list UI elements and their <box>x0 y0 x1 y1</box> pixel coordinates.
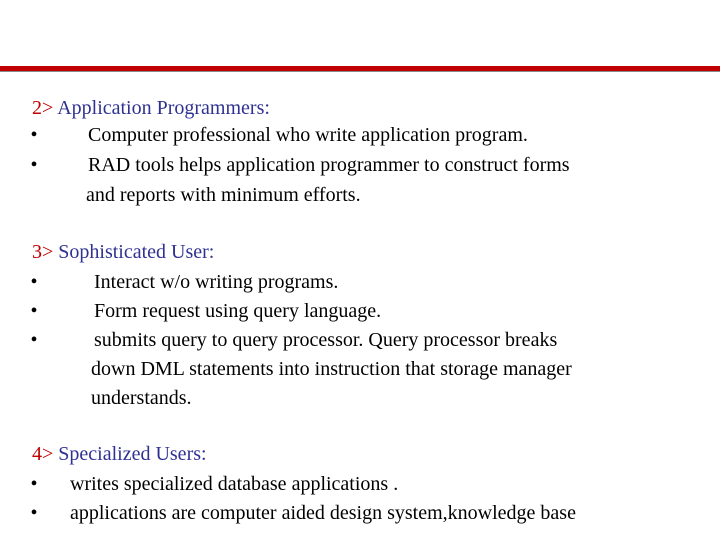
bullet-text: RAD tools helps application programmer to construct forms <box>88 154 570 176</box>
bullet-marker: • <box>30 300 38 322</box>
bullet-marker: • <box>30 502 38 524</box>
section-title: Application Programmers: <box>57 97 270 119</box>
bullet-text: and reports with minimum efforts. <box>86 184 361 206</box>
bullet-text: Form request using query language. <box>94 300 382 322</box>
section-title: Specialized Users: <box>58 443 207 465</box>
section-heading-specialized-users <box>32 442 207 466</box>
section-title: Sophisticated User: <box>58 241 215 263</box>
bullet-text: submits query to query processor. Query processor breaks <box>94 329 558 351</box>
bullet-marker: • <box>30 154 38 176</box>
bullet-text: applications are computer aided design system,knowledge base <box>70 502 576 524</box>
bullet-marker: • <box>30 329 38 351</box>
section-heading-sophisticated-user <box>32 240 214 264</box>
bullet-marker: • <box>30 473 38 495</box>
section-number: 4> <box>32 443 54 465</box>
section-heading-application-programmers <box>32 96 270 120</box>
bullet-marker: • <box>30 271 38 293</box>
section-number: 2> <box>32 97 54 119</box>
bullet-text: writes specialized database applications . <box>70 473 399 495</box>
bullet-text: down DML statements into instruction that storage manager <box>91 358 572 380</box>
bullet-marker: • <box>30 124 38 146</box>
bullet-text: understands. <box>91 387 192 409</box>
bullet-text: Computer professional who write application program. <box>88 124 528 146</box>
bullet-text: Interact w/o writing programs. <box>94 271 339 293</box>
section-number: 3> <box>32 241 54 263</box>
